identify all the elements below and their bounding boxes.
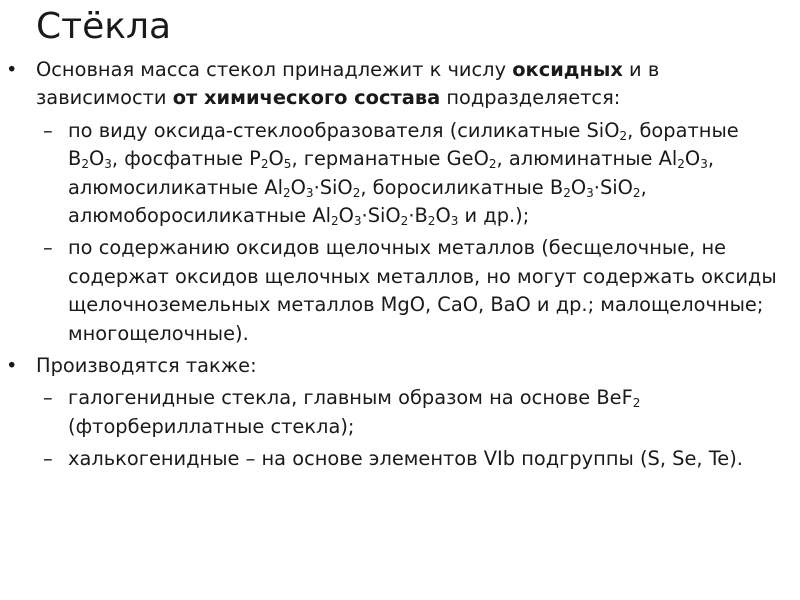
sub-text: , алюмоборосиликатные Al (68, 175, 647, 228)
subscript: 3 (700, 157, 708, 172)
sub-text: O (684, 147, 701, 171)
sub-text: , алюмосиликатные Al (68, 147, 715, 199)
sub-text: по содержанию оксидов щелочных металлов (бесщелочные, не содержат оксидов щелочных металлов, но могут содержать оксиды щелочноземельных металлов MgO, CaO, BaO и др.; малощелочные; многощелочные). (68, 236, 777, 345)
sub-text: , алюминатные Al (496, 147, 678, 171)
bold-term: от химического состава (172, 86, 441, 110)
subscript: 3 (353, 214, 362, 229)
sub-text: и др.); (458, 204, 530, 228)
subscript: 3 (586, 185, 594, 200)
subscript: 2 (632, 396, 641, 411)
subscript: 2 (632, 185, 641, 200)
sub-text: по виду оксида-стеклообразователя (силикатные SiO (68, 118, 620, 142)
sub-text: O (268, 147, 284, 171)
sub-text: галогенидные стекла, главным образом на основе BeF (68, 386, 633, 410)
subscript: 2 (81, 157, 89, 172)
subscript: 2 (677, 157, 685, 172)
bullet-item-oxide-glasses (0, 56, 786, 113)
sub-text: O (88, 147, 105, 171)
sub-item-chalcogenide-glasses (0, 445, 786, 473)
bullet-icon: • (6, 354, 18, 378)
subscript: 2 (352, 185, 361, 200)
sub-item-alkali-content (0, 234, 786, 348)
sub-text: (фторбериллатные стекла); (68, 414, 355, 438)
sub-text: , фосфатные P (111, 147, 261, 171)
dash-icon: – (43, 236, 53, 260)
subscript: 3 (305, 185, 314, 200)
bullet-icon: • (6, 58, 18, 81)
subscript: 2 (260, 157, 269, 172)
subscript: 2 (282, 185, 291, 200)
sub-item-halide-glasses (0, 384, 786, 441)
sub-text: O (435, 204, 451, 228)
bullet-text: Основная масса стекол принадлежит к числу (36, 58, 513, 81)
subscript: 2 (400, 214, 409, 229)
sub-text: O (338, 204, 354, 228)
sub-text: ·SiO (361, 204, 401, 228)
sub-text: , боратные B (68, 118, 739, 171)
sub-text: O (570, 175, 587, 199)
dash-icon: – (43, 447, 53, 471)
bold-term: оксидных (512, 58, 623, 81)
sub-text: , боросиликатные B (360, 175, 564, 199)
sub-text: , германатные GeO (291, 147, 489, 171)
subscript: 2 (563, 185, 571, 200)
subscript: 2 (427, 214, 436, 229)
slide-body (0, 56, 800, 478)
sub-item-glass-former (0, 117, 786, 231)
sub-text: ·SiO (593, 175, 633, 199)
subscript: 2 (488, 157, 497, 172)
subscript: 2 (619, 128, 628, 143)
sub-text: халькогенидные – на основе элементов VIb подгруппы (S, Se, Te). (68, 447, 743, 471)
subscript: 3 (104, 157, 112, 172)
bullet-text: и в зависимости (36, 58, 660, 110)
subscript: 3 (450, 214, 459, 229)
dash-icon: – (43, 118, 53, 142)
bullet-text: подразделяется: (440, 86, 621, 110)
sub-text: ·B (408, 204, 428, 228)
bullet-text: Производятся также: (36, 354, 257, 378)
bullet-item-also-produced (0, 352, 786, 380)
slide-title: Стёкла (36, 6, 172, 47)
sub-text: O (290, 175, 306, 199)
dash-icon: – (43, 386, 53, 410)
subscript: 2 (330, 214, 339, 229)
sub-text: ·SiO (313, 175, 353, 199)
subscript: 5 (283, 157, 292, 172)
